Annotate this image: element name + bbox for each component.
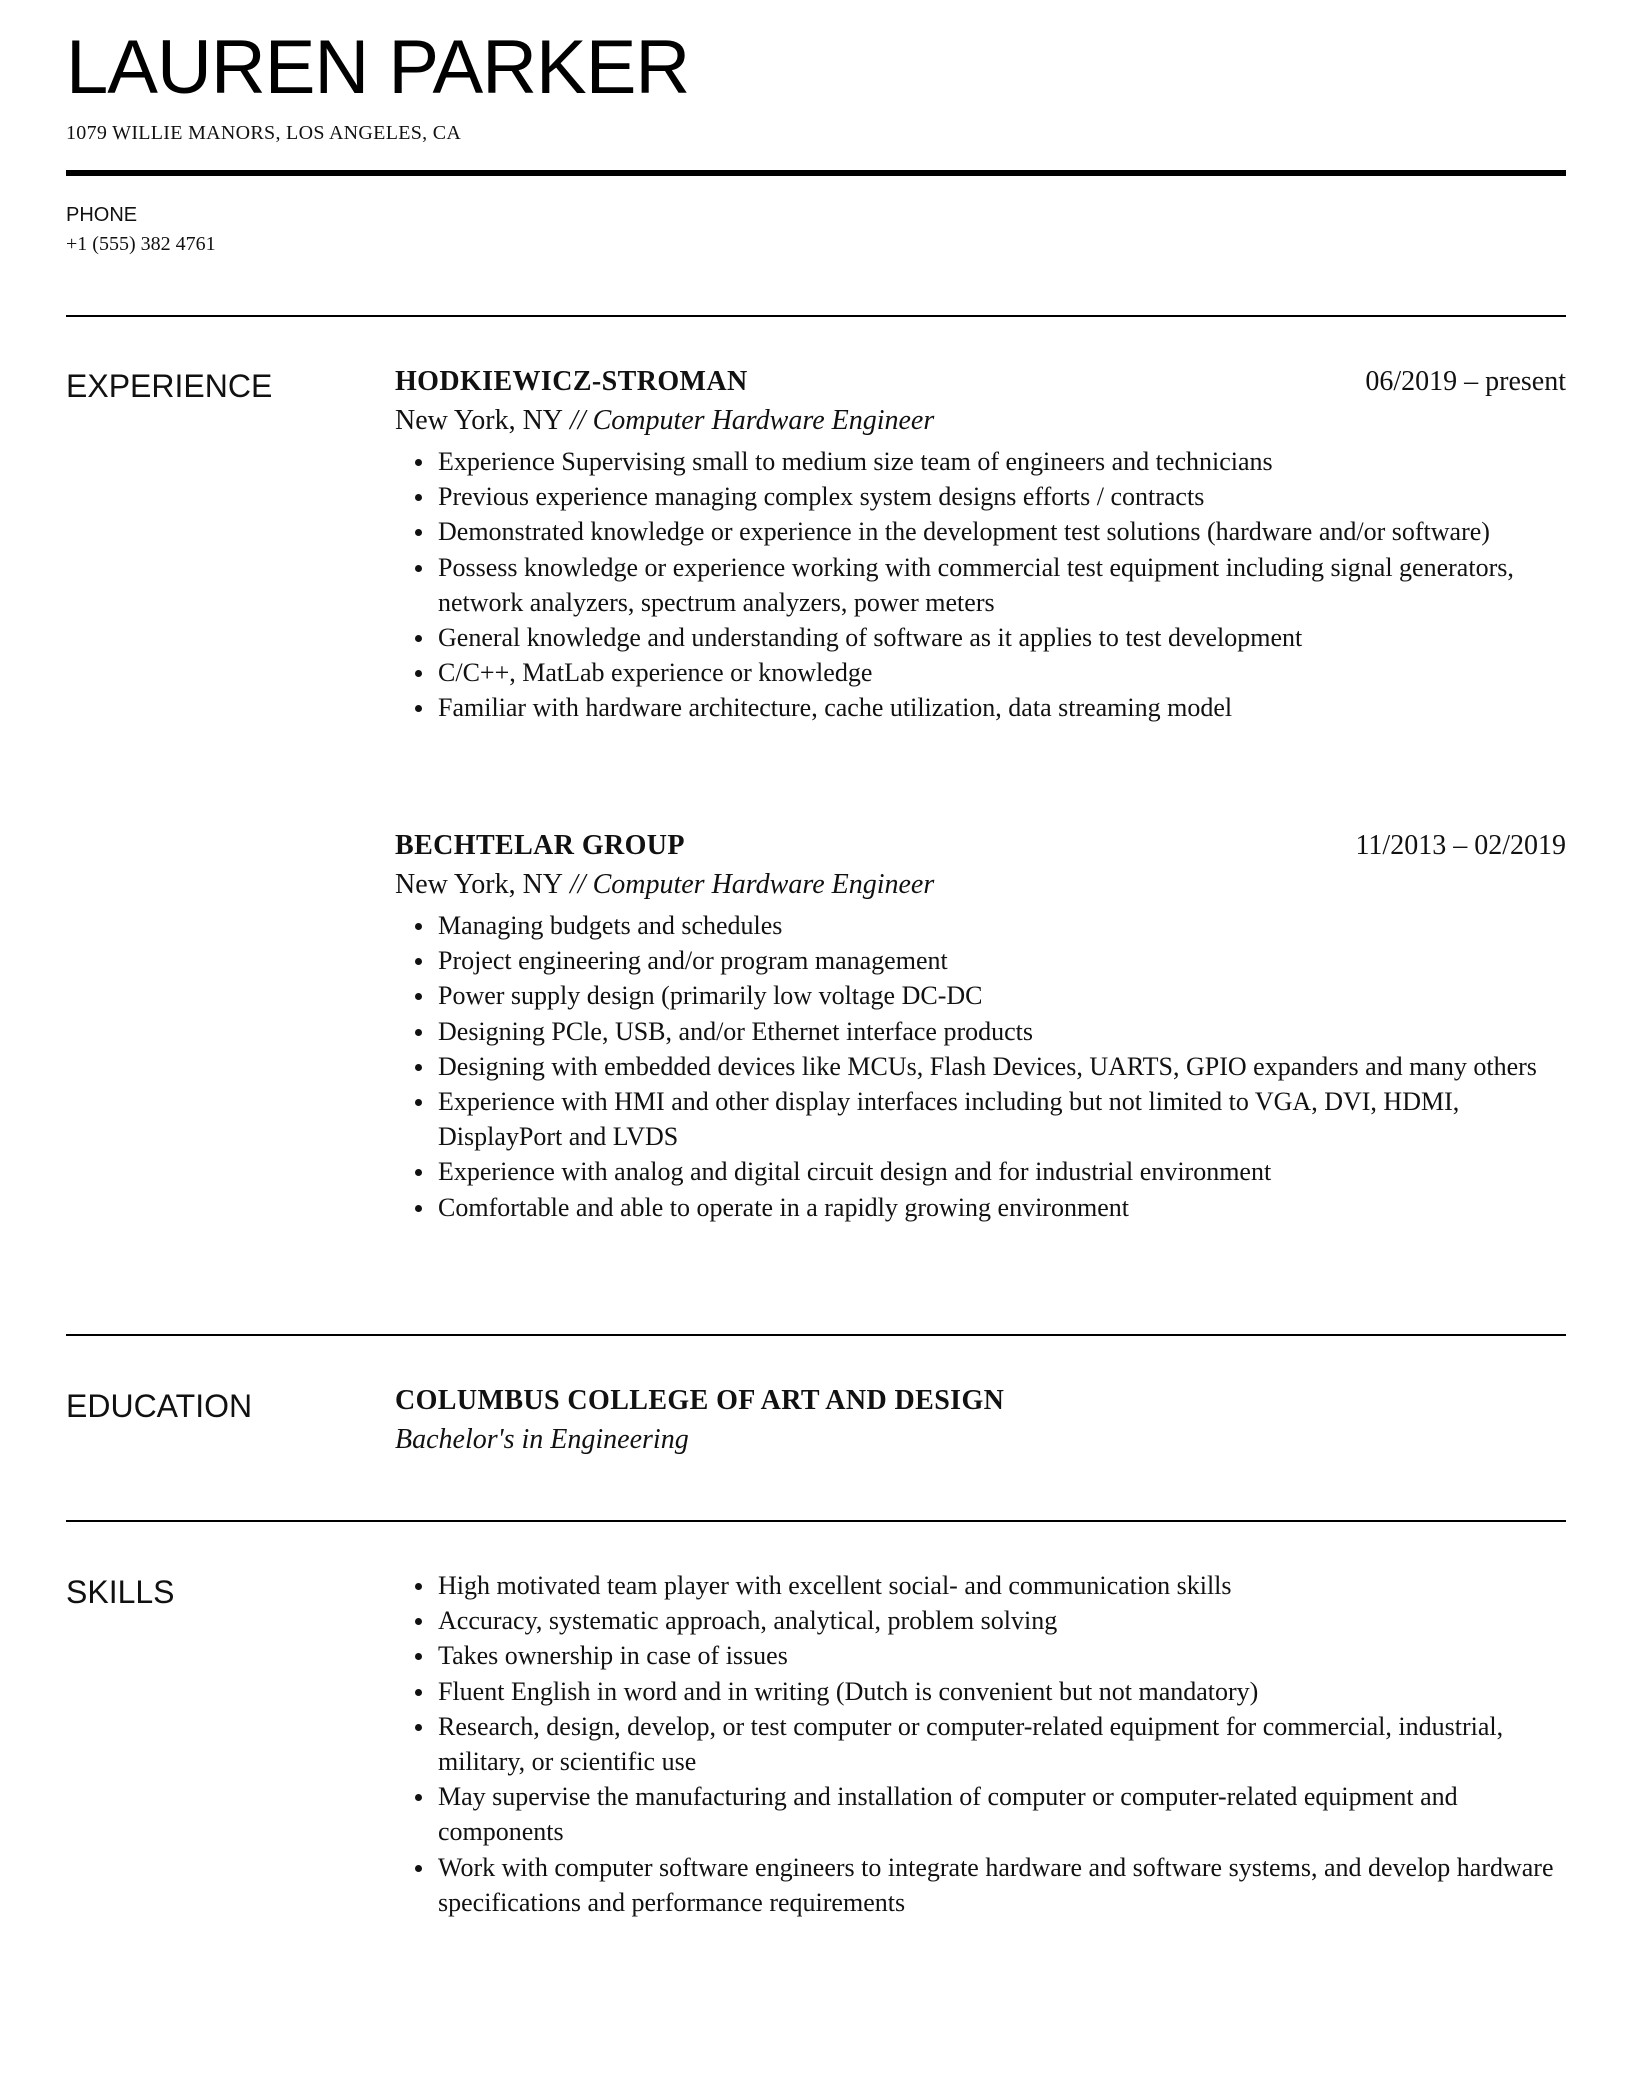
job-dates: 11/2013 – 02/2019: [1355, 830, 1566, 861]
job-dates: 06/2019 – present: [1365, 366, 1566, 397]
experience-section-title: EXPERIENCE: [66, 368, 273, 404]
resume-page: [66, 0, 1566, 2098]
skill-item: High motivated team player with excellent social- and communication skills: [395, 1568, 1566, 1603]
education-entry: [395, 1382, 1566, 1460]
bullet-item: Designing with embedded devices like MCUs, Flash Devices, UARTS, GPIO expanders and many others: [395, 1049, 1566, 1084]
phone-number: +1 (555) 382 4761: [66, 233, 216, 255]
job-subline: [395, 401, 1566, 441]
bullet-item: Comfortable and able to operate in a rapidly growing environment: [395, 1190, 1566, 1225]
skill-item: Research, design, develop, or test computer or computer-related equipment for commercial, industrial, military, or scientific use: [395, 1709, 1566, 1779]
skill-item: Work with computer software engineers to integrate hardware and software systems, and develop hardware specifications and performance requirements: [395, 1850, 1566, 1920]
bullet-item: Familiar with hardware architecture, cache utilization, data streaming model: [395, 690, 1566, 725]
skill-item: Accuracy, systematic approach, analytical, problem solving: [395, 1603, 1566, 1638]
job-bullets: [395, 444, 1566, 726]
skills-section-title: SKILLS: [66, 1574, 175, 1610]
education-section-title: EDUCATION: [66, 1388, 253, 1424]
phone-label: PHONE: [66, 204, 138, 226]
divider-experience: [66, 1334, 1566, 1336]
skills-entry: [395, 1568, 1566, 1920]
skill-item: Fluent English in word and in writing (Dutch is convenient but not mandatory): [395, 1674, 1566, 1709]
bullet-item: Project engineering and/or program management: [395, 943, 1566, 978]
job-bullets: [395, 908, 1566, 1225]
skill-item: Takes ownership in case of issues: [395, 1638, 1566, 1673]
divider-education: [66, 1520, 1566, 1522]
school-name: COLUMBUS COLLEGE OF ART AND DESIGN: [395, 1385, 1005, 1416]
job-entry: [395, 827, 1566, 1225]
job-role: Computer Hardware Engineer: [592, 869, 935, 900]
bullet-item: Previous experience managing complex system designs efforts / contracts: [395, 479, 1566, 514]
bullet-item: Experience with analog and digital circuit design and for industrial environment: [395, 1154, 1566, 1189]
bullet-item: Experience with HMI and other display interfaces including but not limited to VGA, DVI, HDMI, DisplayPort and LVDS: [395, 1084, 1566, 1154]
degree: Bachelor's in Engineering: [395, 1424, 689, 1455]
subline-separator: //: [563, 869, 593, 900]
company-name: BECHTELAR GROUP: [395, 830, 685, 861]
skills-list: [395, 1568, 1566, 1920]
job-entry: [395, 363, 1566, 726]
bullet-item: Managing budgets and schedules: [395, 908, 1566, 943]
bullet-item: Designing PCle, USB, and/or Ethernet interface products: [395, 1014, 1566, 1049]
job-subline: [395, 865, 1566, 905]
subline-separator: //: [563, 405, 593, 436]
skill-item: May supervise the manufacturing and installation of computer or computer-related equipment and components: [395, 1779, 1566, 1849]
bullet-item: Experience Supervising small to medium size team of engineers and technicians: [395, 444, 1566, 479]
company-name: HODKIEWICZ-STROMAN: [395, 366, 748, 397]
divider-contact: [66, 315, 1566, 317]
header-divider: [66, 170, 1566, 176]
job-role: Computer Hardware Engineer: [592, 405, 935, 436]
bullet-item: C/C++, MatLab experience or knowledge: [395, 655, 1566, 690]
candidate-name: LAUREN PARKER: [66, 25, 690, 110]
bullet-item: Demonstrated knowledge or experience in the development test solutions (hardware and/or software): [395, 514, 1566, 549]
bullet-item: Possess knowledge or experience working with commercial test equipment including signal generators, network analyzers, spectrum analyzers, power meters: [395, 550, 1566, 620]
bullet-item: Power supply design (primarily low voltage DC-DC: [395, 978, 1566, 1013]
candidate-address: 1079 WILLIE MANORS, LOS ANGELES, CA: [66, 122, 462, 144]
job-location: New York, NY: [395, 405, 564, 436]
job-location: New York, NY: [395, 869, 564, 900]
bullet-item: General knowledge and understanding of software as it applies to test development: [395, 620, 1566, 655]
